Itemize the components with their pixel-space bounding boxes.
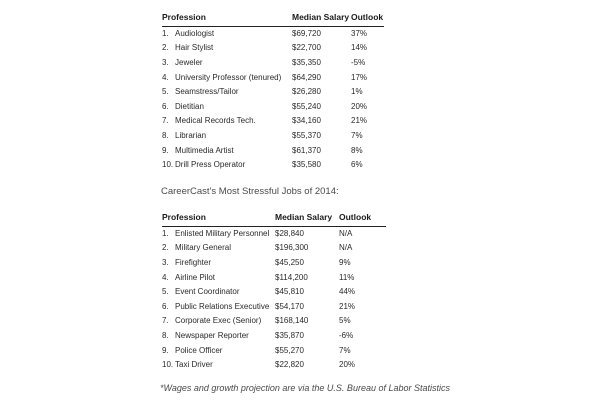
profession-cell	[162, 114, 292, 129]
table-row	[162, 129, 384, 144]
rank-number: 1.	[162, 228, 169, 238]
rank-number: 10.	[162, 160, 174, 170]
salary-cell: $45,810	[275, 287, 304, 297]
table-row	[162, 314, 386, 329]
profession-name: Firefighter	[175, 257, 212, 267]
profession-cell	[162, 26, 292, 41]
profession-name: Public Relations Executive	[175, 301, 270, 311]
rank-number: 5.	[162, 287, 169, 297]
table-row	[162, 99, 384, 114]
salary-cell: $114,200	[275, 272, 308, 282]
rank-number: 4.	[162, 272, 169, 282]
salary-column-header: Median Salary	[275, 213, 339, 226]
rank-number: 9.	[162, 145, 169, 155]
rank-number: 3.	[162, 257, 169, 267]
salary-cell: $55,270	[275, 345, 304, 355]
salary-cell: $45,250	[275, 257, 304, 267]
profession-cell	[162, 99, 292, 114]
table-row	[162, 158, 384, 173]
profession-name: Seamstress/Tailor	[175, 87, 239, 97]
salary-cell: $22,700	[292, 43, 321, 53]
least-stressful-jobs-table	[162, 13, 384, 172]
salary-cell: $196,300	[275, 243, 309, 253]
profession-cell	[162, 143, 292, 158]
outlook-cell: 44%	[339, 287, 356, 297]
table-row	[162, 41, 384, 56]
profession-name: Librarian	[175, 130, 207, 140]
table-row	[162, 226, 386, 241]
rank-number: 1.	[162, 28, 169, 38]
salary-cell: $26,280	[292, 87, 321, 97]
table-header-row	[162, 213, 386, 226]
table-row	[162, 26, 384, 41]
table-row	[162, 256, 386, 271]
outlook-cell: 1%	[351, 87, 363, 97]
profession-name: Audiologist	[175, 28, 215, 38]
outlook-cell: 37%	[351, 28, 368, 38]
profession-name: Newspaper Reporter	[175, 330, 249, 340]
profession-cell	[162, 270, 275, 285]
outlook-cell: 9%	[339, 257, 351, 267]
profession-name: Drill Press Operator	[175, 160, 246, 170]
table-row	[162, 85, 384, 100]
profession-column-header: Profession	[162, 13, 292, 26]
rank-number: 10.	[162, 360, 174, 370]
rank-number: 5.	[162, 87, 169, 97]
outlook-cell: N/A	[339, 228, 353, 238]
profession-cell	[162, 314, 275, 329]
salary-cell: $64,290	[292, 72, 321, 82]
table-row	[162, 299, 386, 314]
table-row	[162, 241, 386, 256]
profession-name: Enlisted Military Personnel	[175, 228, 270, 238]
rank-number: 2.	[162, 43, 169, 53]
profession-name: Corporate Exec (Senior)	[175, 316, 262, 326]
most-stressful-jobs-table	[162, 213, 386, 372]
outlook-column-header: Outlook	[351, 13, 384, 26]
profession-cell	[162, 256, 275, 271]
rank-number: 7.	[162, 316, 169, 326]
rank-number: 2.	[162, 243, 169, 253]
footnote: *Wages and growth projection are via the U.S. Bureau of Labor Statistics	[160, 383, 450, 393]
profession-cell	[162, 129, 292, 144]
table-header-row	[162, 13, 384, 26]
salary-cell: $28,840	[275, 228, 304, 238]
profession-cell	[162, 70, 292, 85]
outlook-column-header: Outlook	[339, 213, 386, 226]
profession-cell	[162, 343, 275, 358]
profession-cell	[162, 158, 292, 173]
profession-cell	[162, 41, 292, 56]
outlook-cell: N/A	[339, 243, 353, 253]
profession-name: Police Officer	[175, 345, 223, 355]
profession-name: University Professor (tenured)	[175, 72, 282, 82]
table-row	[162, 358, 386, 373]
profession-cell	[162, 329, 275, 344]
profession-name: Medical Records Tech.	[175, 116, 256, 126]
rank-number: 4.	[162, 72, 169, 82]
profession-name: Military General	[175, 243, 232, 253]
rank-number: 8.	[162, 130, 169, 140]
salary-cell: $35,870	[275, 330, 304, 340]
salary-cell: $69,720	[292, 28, 321, 38]
table-row	[162, 285, 386, 300]
salary-cell: $55,370	[292, 130, 321, 140]
profession-column-header: Profession	[162, 213, 275, 226]
profession-name: Dietitian	[175, 101, 204, 111]
table-row	[162, 329, 386, 344]
rank-number: 6.	[162, 101, 169, 111]
salary-cell: $34,160	[292, 116, 321, 126]
outlook-cell: 5%	[339, 316, 351, 326]
salary-cell: $168,140	[275, 316, 309, 326]
outlook-cell: 20%	[351, 101, 368, 111]
outlook-cell: 21%	[339, 301, 356, 311]
profession-name: Jeweler	[175, 57, 203, 67]
profession-cell	[162, 285, 275, 300]
outlook-cell: 21%	[351, 116, 368, 126]
outlook-cell: -6%	[339, 330, 354, 340]
salary-column-header: Median Salary	[292, 13, 351, 26]
outlook-cell: 20%	[339, 360, 356, 370]
profession-cell	[162, 299, 275, 314]
rank-number: 9.	[162, 345, 169, 355]
profession-cell	[162, 85, 292, 100]
outlook-cell: 14%	[351, 43, 368, 53]
table-row	[162, 343, 386, 358]
outlook-cell: 6%	[351, 160, 363, 170]
section-title: CareerCast's Most Stressful Jobs of 2014:	[161, 186, 339, 197]
profession-cell	[162, 56, 292, 71]
outlook-cell: 8%	[351, 145, 363, 155]
profession-cell	[162, 358, 275, 373]
table-row	[162, 270, 386, 285]
rank-number: 8.	[162, 330, 169, 340]
salary-cell: $35,350	[292, 57, 321, 67]
rank-number: 6.	[162, 301, 169, 311]
table-row	[162, 56, 384, 71]
outlook-cell: 17%	[351, 72, 368, 82]
salary-cell: $55,240	[292, 101, 321, 111]
salary-cell: $61,370	[292, 145, 321, 155]
profession-cell	[162, 226, 275, 241]
profession-name: Airline Pilot	[175, 272, 216, 282]
salary-cell: $35,580	[292, 160, 321, 170]
outlook-cell: 7%	[339, 345, 351, 355]
rank-number: 7.	[162, 116, 169, 126]
profession-cell	[162, 241, 275, 256]
outlook-cell: -5%	[351, 57, 366, 67]
outlook-cell: 7%	[351, 130, 363, 140]
profession-name: Hair Stylist	[175, 43, 214, 53]
profession-name: Multimedia Artist	[175, 145, 234, 155]
table-row	[162, 114, 384, 129]
rank-number: 3.	[162, 57, 169, 67]
table-row	[162, 70, 384, 85]
salary-cell: $22,820	[275, 360, 304, 370]
profession-name: Event Coordinator	[175, 287, 240, 297]
salary-cell: $54,170	[275, 301, 304, 311]
outlook-cell: 11%	[339, 272, 355, 282]
profession-name: Taxi Driver	[175, 360, 213, 370]
table-row	[162, 143, 384, 158]
